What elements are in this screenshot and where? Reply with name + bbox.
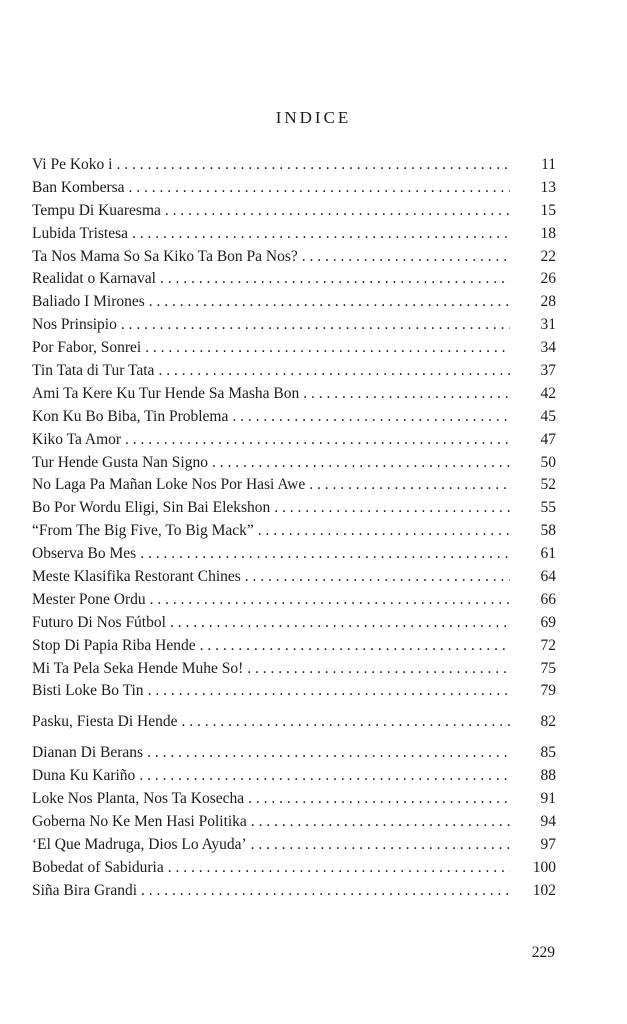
toc-entry-title: Por Fabor, Sonrei: [32, 339, 142, 357]
toc-entry-title: Ban Kombersa: [32, 178, 125, 196]
toc-entry-page: 50: [540, 453, 556, 471]
toc-entry: [32, 882, 556, 905]
toc-entry-page: 94: [540, 812, 556, 830]
toc-entry-title: Nos Prinsipio: [32, 316, 117, 334]
toc-entry: [32, 682, 556, 705]
dot-leader: [182, 713, 510, 731]
dot-leader: [248, 790, 510, 808]
toc-entry-title: ‘El Que Madruga, Dios Lo Ayuda’: [32, 835, 247, 853]
toc-entry-page: 97: [540, 835, 556, 853]
toc-entry: [32, 522, 556, 545]
toc-entry: [32, 202, 556, 225]
toc-entry-page: 22: [540, 247, 556, 265]
dot-leader: [150, 591, 510, 609]
toc-entry: [32, 179, 556, 202]
toc-entry-title: “From The Big Five, To Big Mack”: [32, 522, 254, 540]
toc-entry: [32, 637, 556, 660]
toc-entry-page: 58: [540, 522, 556, 540]
dot-leader: [212, 454, 510, 472]
toc-entry-title: Mi Ta Pela Seka Hende Muhe So!: [32, 659, 244, 677]
toc-entry-title: Kiko Ta Amor: [32, 430, 122, 448]
toc-entry: [32, 660, 556, 683]
toc-entry-title: Kon Ku Bo Biba, Tin Problema: [32, 407, 229, 425]
toc-entry-page: 18: [540, 224, 556, 242]
toc-entry-page: 102: [532, 881, 556, 899]
dot-leader: [170, 614, 510, 632]
toc-entry: [32, 545, 556, 568]
toc-entry-title: Meste Klasifika Restorant Chines: [32, 568, 241, 586]
dot-leader: [165, 202, 510, 220]
toc-entry: [32, 836, 556, 859]
toc-entry-page: 15: [540, 201, 556, 219]
toc-entry-title: Bobedat of Sabiduria: [32, 858, 164, 876]
toc-entry: [32, 568, 556, 591]
toc-entry: [32, 270, 556, 293]
toc-entry-title: Siña Bira Grandi: [32, 881, 138, 899]
toc-entry-title: Observa Bo Mes: [32, 545, 137, 563]
toc-entry: [32, 744, 556, 767]
dot-leader: [129, 179, 510, 197]
toc-entry-page: 85: [540, 744, 556, 762]
toc-entry-page: 13: [540, 178, 556, 196]
toc-entry: [32, 859, 556, 882]
table-of-contents: [32, 156, 556, 905]
toc-entry: [32, 499, 556, 522]
toc-entry-page: 45: [540, 407, 556, 425]
toc-entry: [32, 813, 556, 836]
dot-leader: [258, 522, 510, 540]
toc-entry: [32, 790, 556, 813]
toc-entry-page: 64: [540, 568, 556, 586]
toc-entry-title: Tur Hende Gusta Nan Signo: [32, 453, 208, 471]
dot-leader: [141, 882, 510, 900]
dot-leader: [140, 545, 510, 563]
toc-entry-title: Pasku, Fiesta Di Hende: [32, 713, 178, 731]
dot-leader: [121, 316, 510, 334]
dot-leader: [116, 156, 510, 174]
dot-leader: [148, 682, 510, 700]
toc-entry-page: 31: [540, 316, 556, 334]
toc-entry-page: 100: [532, 858, 556, 876]
page-number: 229: [531, 944, 555, 961]
toc-entry: [32, 362, 556, 385]
toc-entry: [32, 591, 556, 614]
dot-leader: [139, 767, 510, 785]
toc-entry-title: Lubida Tristesa: [32, 224, 129, 242]
toc-entry-title: Tempu Di Kuaresma: [32, 201, 161, 219]
toc-entry-page: 82: [540, 713, 556, 731]
toc-entry-page: 52: [540, 476, 556, 494]
dot-leader: [147, 744, 510, 762]
toc-entry: [32, 408, 556, 431]
dot-leader: [309, 476, 510, 494]
dot-leader: [251, 813, 510, 831]
dot-leader: [232, 408, 510, 426]
toc-entry-title: Mester Pone Ordu: [32, 590, 146, 608]
toc-entry-page: 88: [540, 767, 556, 785]
toc-entry: [32, 156, 556, 179]
toc-entry-page: 66: [540, 590, 556, 608]
toc-entry-title: Bisti Loke Bo Tin: [32, 682, 144, 700]
dot-leader: [149, 293, 510, 311]
toc-entry-title: Loke Nos Planta, Nos Ta Kosecha: [32, 790, 245, 808]
toc-entry-title: Goberna No Ke Men Hasi Politika: [32, 812, 247, 830]
dot-leader: [302, 248, 510, 266]
toc-entry-title: Tin Tata di Tur Tata: [32, 362, 155, 380]
toc-entry-title: Ami Ta Kere Ku Tur Hende Sa Masha Bon: [32, 384, 300, 402]
page-title: INDICE: [275, 108, 352, 127]
toc-entry-page: 55: [540, 499, 556, 517]
toc-entry-page: 72: [540, 636, 556, 654]
toc-entry: [32, 713, 556, 736]
toc-entry: [32, 767, 556, 790]
dot-leader: [158, 362, 510, 380]
toc-entry-title: Bo Por Wordu Eligi, Sin Bai Elekshon: [32, 499, 271, 517]
toc-entry: [32, 614, 556, 637]
toc-entry-title: Ta Nos Mama So Sa Kiko Ta Bon Pa Nos?: [32, 247, 298, 265]
toc-entry-title: Duna Ku Kariño: [32, 767, 136, 785]
toc-entry-page: 42: [540, 384, 556, 402]
toc-entry-page: 61: [540, 545, 556, 563]
dot-leader: [247, 660, 510, 678]
toc-entry-title: No Laga Pa Mañan Loke Nos Por Hasi Awe: [32, 476, 306, 494]
toc-entry-page: 37: [540, 362, 556, 380]
toc-entry-page: 79: [540, 682, 556, 700]
toc-entry: [32, 454, 556, 477]
toc-entry-page: 26: [540, 270, 556, 288]
toc-entry-page: 28: [540, 293, 556, 311]
toc-entry-title: Vi Pe Koko i: [32, 156, 113, 173]
toc-entry-title: Dianan Di Berans: [32, 744, 144, 762]
toc-entry: [32, 225, 556, 248]
toc-entry: [32, 248, 556, 271]
toc-entry: [32, 385, 556, 408]
toc-entry-page: 75: [540, 659, 556, 677]
dot-leader: [274, 499, 510, 517]
toc-entry-title: Futuro Di Nos Fútbol: [32, 613, 166, 631]
toc-entry-title: Realidat o Karnaval: [32, 270, 156, 288]
dot-leader: [125, 431, 510, 449]
dot-leader: [160, 270, 510, 288]
dot-leader: [251, 836, 510, 854]
toc-entry-page: 47: [540, 430, 556, 448]
toc-entry-page: 11: [541, 156, 556, 173]
toc-entry: [32, 316, 556, 339]
dot-leader: [200, 637, 510, 655]
toc-entry: [32, 476, 556, 499]
dot-leader: [145, 339, 510, 357]
toc-entry-page: 69: [540, 613, 556, 631]
toc-entry-title: Baliado I Mirones: [32, 293, 145, 311]
toc-entry-page: 34: [540, 339, 556, 357]
toc-entry: [32, 293, 556, 316]
dot-leader: [132, 225, 510, 243]
toc-entry: [32, 431, 556, 454]
dot-leader: [245, 568, 510, 586]
toc-entry-page: 91: [540, 790, 556, 808]
toc-entry-title: Stop Di Papia Riba Hende: [32, 636, 196, 654]
dot-leader: [303, 385, 510, 403]
dot-leader: [168, 859, 510, 877]
toc-entry: [32, 339, 556, 362]
